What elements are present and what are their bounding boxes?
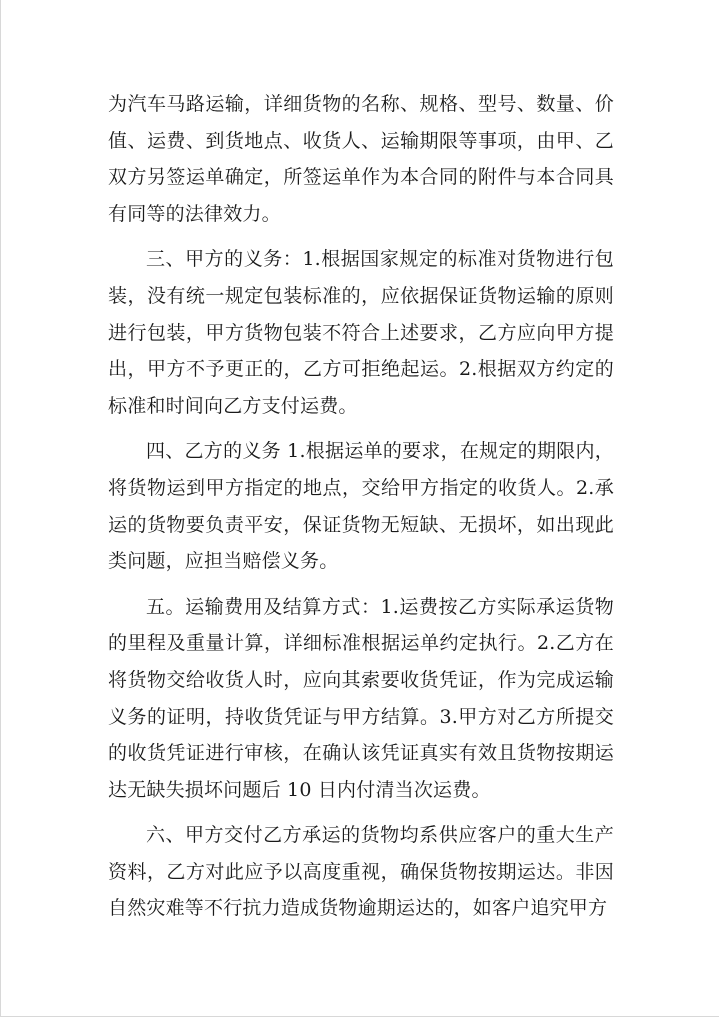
paragraph-party-b-obligations: 四、乙方的义务 1.根据运单的要求，在规定的期限内，将货物运到甲方指定的地点，交给甲方指定的收货人。2.承运的货物要负责平安，保证货物无短缺、无损坏，如出现此类问题，应担当赔偿义务。 [108, 440, 614, 573]
paragraph-transport-details: 为汽车马路运输，详细货物的名称、规格、型号、数量、价值、运费、到货地点、收货人、运输期限等事项，由甲、乙双方另签运单确定，所签运单作为本合同的附件与本合同具有同等的法律效力。 [108, 93, 614, 225]
paragraph-party-a-obligations: 三、甲方的义务：1.根据国家规定的标准对货物进行包装，没有统一规定包装标准的，应依据保证货物运输的原则进行包装，甲方货物包装不符合上述要求，乙方应向甲方提出，甲方不予更正的，乙方可拒绝起运。2.根据双方约定的标准和时间向乙方支付运费。 [108, 248, 614, 417]
paragraph-goods-importance: 六、甲方交付乙方承运的货物均系供应客户的重大生产资料，乙方对此应予以高度重视，确保货物按期运达。非因自然灾难等不行抗力造成货物逾期运达的，如客户追究甲方 [108, 824, 614, 920]
paragraph-fees-settlement: 五。运输费用及结算方式：1.运费按乙方实际承运货物的里程及重量计算，详细标准根据运单约定执行。2.乙方在将货物交给收货人时，应向其索要收货凭证，作为完成运输义务的证明，持收货凭证与甲方结算。3.甲方对乙方所提交的收货凭证进行审核，在确认该凭证真实有效且货物按期运达无缺失损坏问题后 10 日内付清当次运费。 [108, 595, 614, 801]
document-body [108, 86, 614, 936]
